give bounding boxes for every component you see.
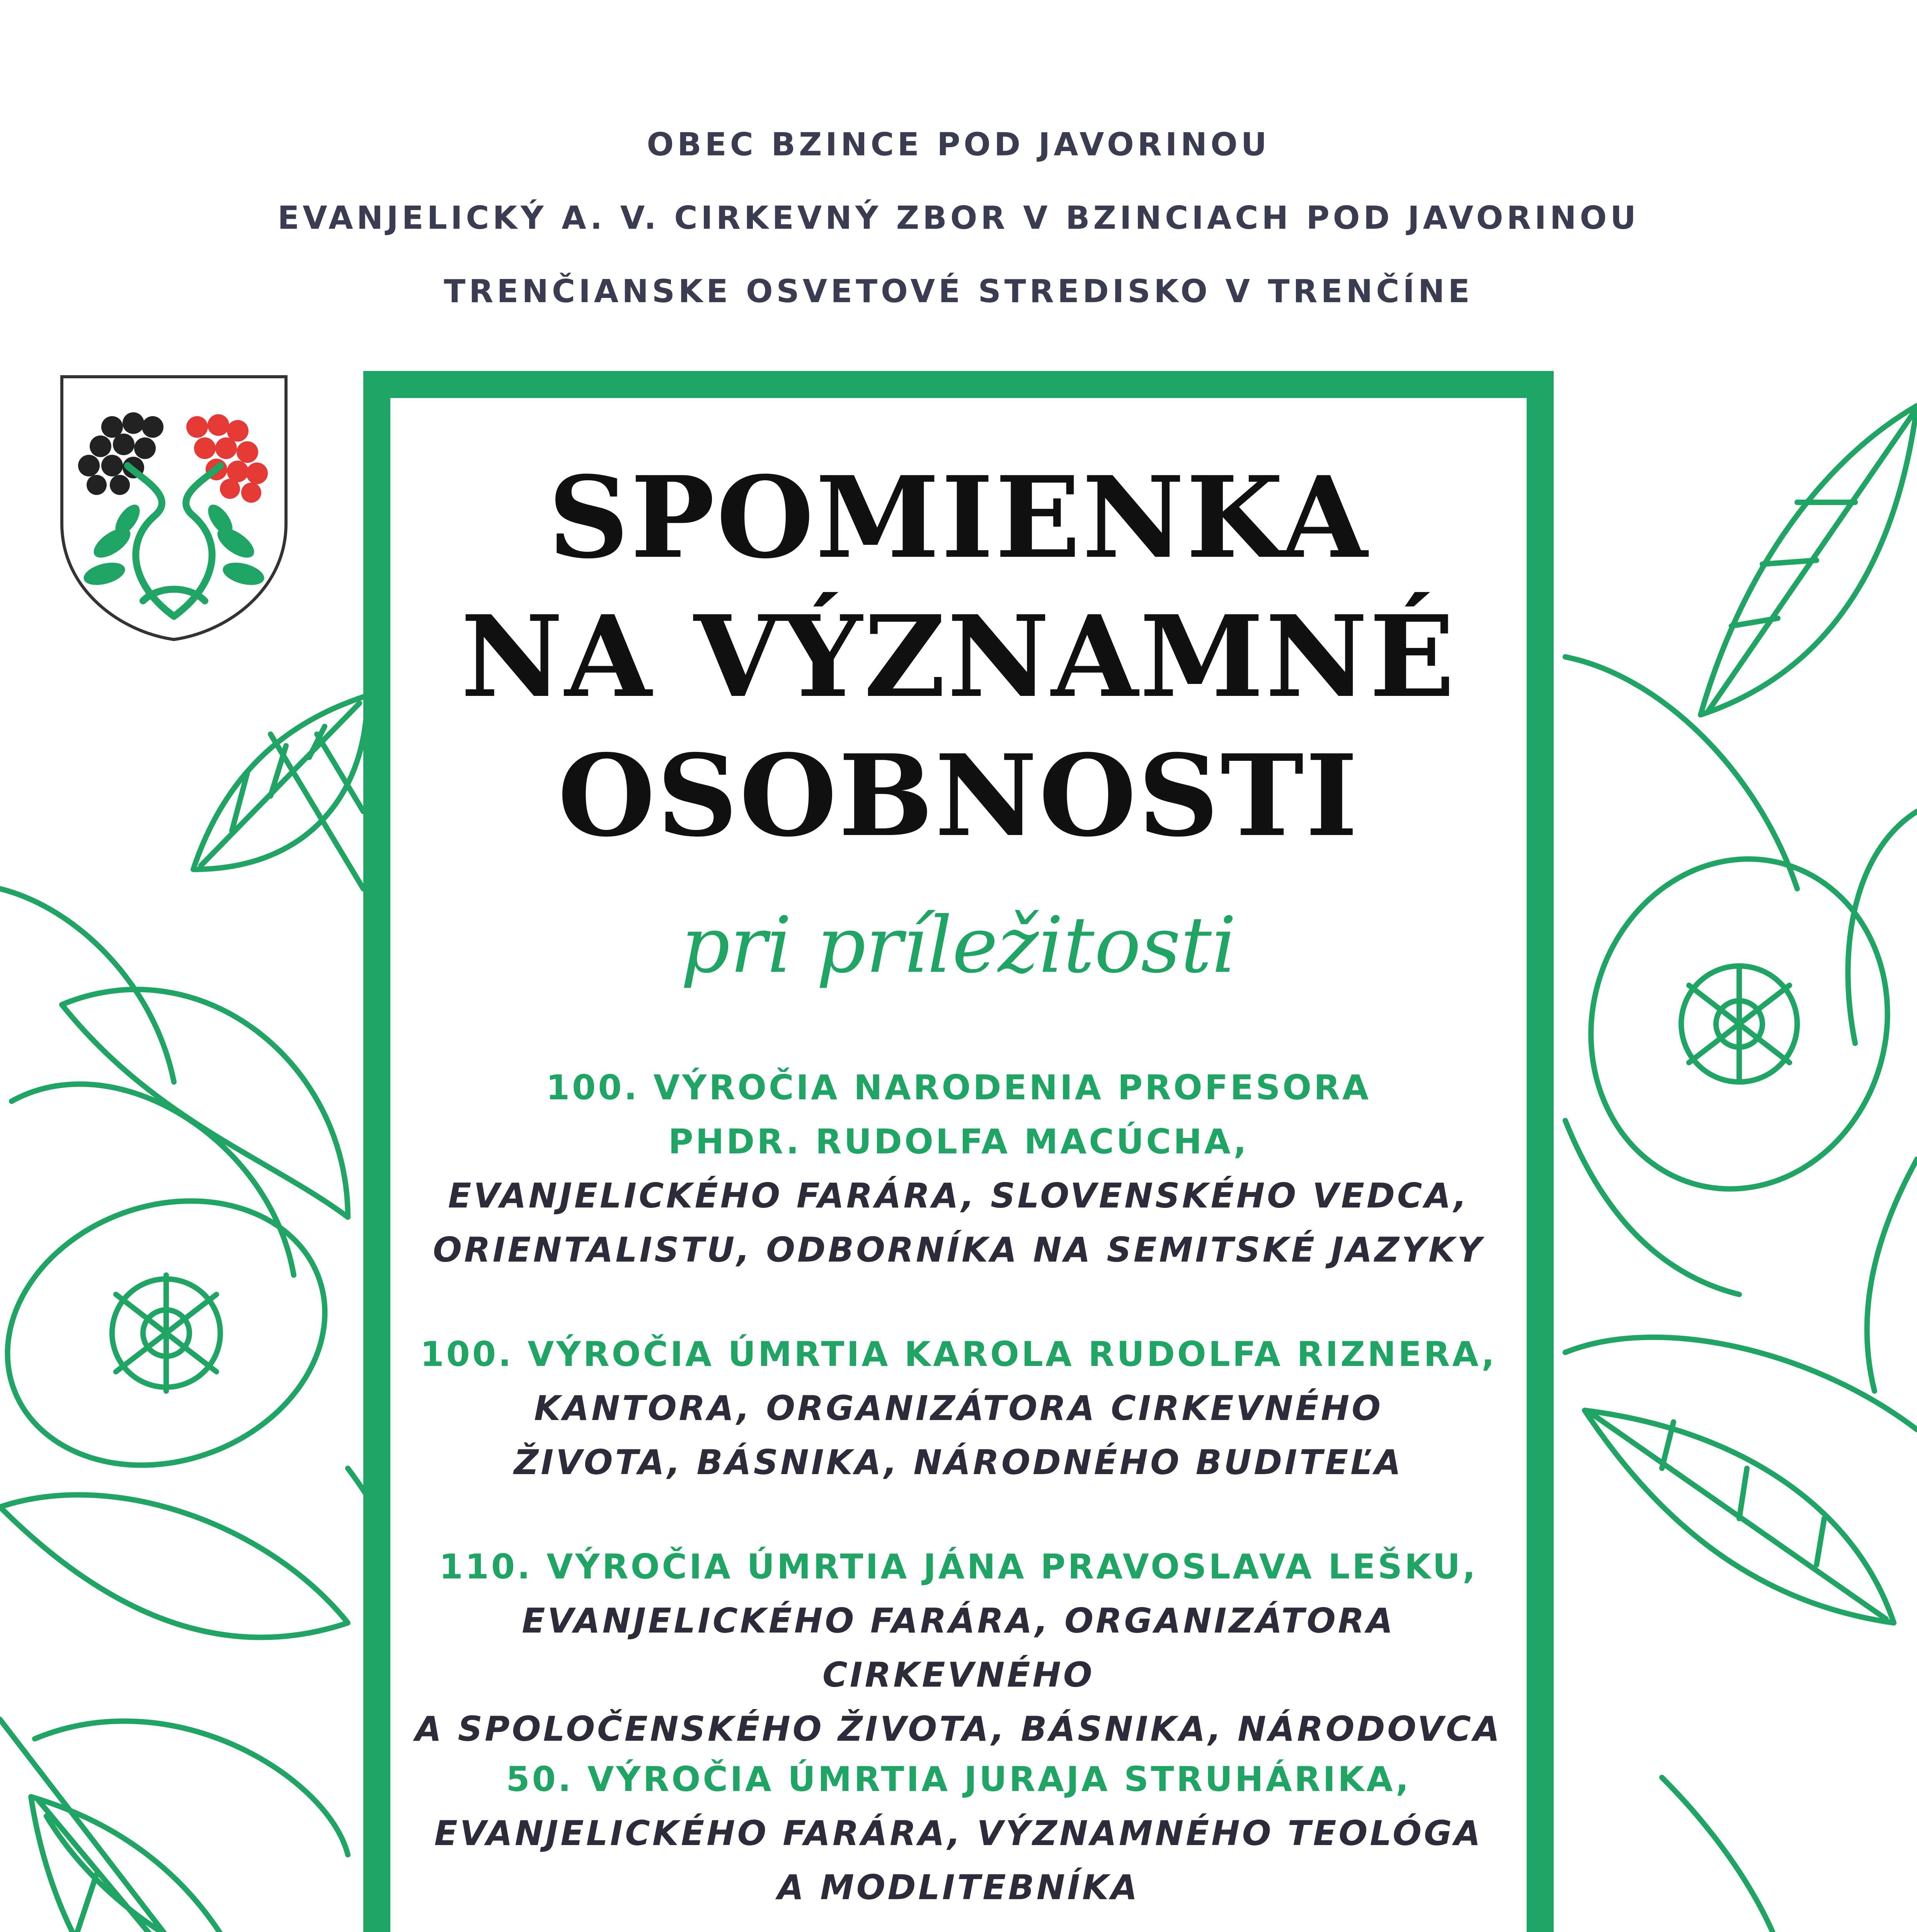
- title-line: NA VÝZNAMNÉ: [461, 591, 1456, 723]
- title-line: OSOBNOSTI: [557, 730, 1360, 862]
- organizers-header: [0, 108, 1917, 328]
- subtitle: pri príležitosti: [680, 900, 1237, 990]
- anniversary-description: A SPOLOČENSKÉHO ŽIVOTA, BÁSNIKA, NÁRODOVCA: [415, 1709, 1502, 1749]
- organizer-line: TRENČIANSKE OSVETOVÉ STREDISKO V TRENČÍNE: [444, 273, 1473, 310]
- anniversary-headline: 110. VÝROČIA ÚMRTIA JÁNA PRAVOSLAVA LEŠKU,: [439, 1547, 1478, 1587]
- anniversary-item: [390, 1327, 1527, 1490]
- anniversary-item: [390, 1540, 1527, 1756]
- anniversary-description: EVANJELICKÉHO FARÁRA, ORGANIZÁTORA CIRKEVNÉHO: [522, 1601, 1395, 1695]
- title-line: SPOMIENKA: [548, 452, 1369, 583]
- anniversary-description: EVANJELICKÉHO FARÁRA, VÝZNAMNÉHO TEOLÓGA: [434, 1813, 1483, 1853]
- anniversary-headline: 100. VÝROČIA NARODENIA PROFESORA: [546, 1068, 1371, 1107]
- anniversary-description: A MODLITEBNÍKA: [777, 1867, 1140, 1907]
- anniversary-description: ŽIVOTA, BÁSNIKA, NÁRODNÉHO BUDITEĽA: [514, 1442, 1403, 1482]
- anniversary-description: ORIENTALISTU, ODBORNÍKA NA SEMITSKÉ JAZYKY: [433, 1230, 1484, 1270]
- anniversary-headline: 50. VÝROČIA ÚMRTIA JURAJA STRUHÁRIKA,: [506, 1759, 1411, 1799]
- anniversary-item: [390, 1752, 1527, 1915]
- anniversary-headline: PHDR. RUDOLFA MACÚCHA,: [668, 1122, 1249, 1162]
- anniversary-headline: 100. VÝROČIA ÚMRTIA KAROLA RUDOLFA RIZNERA,: [420, 1334, 1497, 1374]
- anniversary-description: KANTORA, ORGANIZÁTORA CIRKEVNÉHO: [534, 1388, 1383, 1428]
- anniversary-item: [390, 1061, 1527, 1277]
- anniversary-description: EVANJELICKÉHO FARÁRA, SLOVENSKÉHO VEDCA,: [448, 1176, 1469, 1216]
- organizer-line: OBEC BZINCE POD JAVORINOU: [647, 126, 1270, 163]
- municipal-coat-of-arms-icon: [54, 369, 294, 647]
- right-flower-icon: [1554, 406, 1917, 1932]
- organizer-line: EVANJELICKÝ A. V. CIRKEVNÝ ZBOR V BZINCIACH POD JAVORINOU: [278, 200, 1639, 236]
